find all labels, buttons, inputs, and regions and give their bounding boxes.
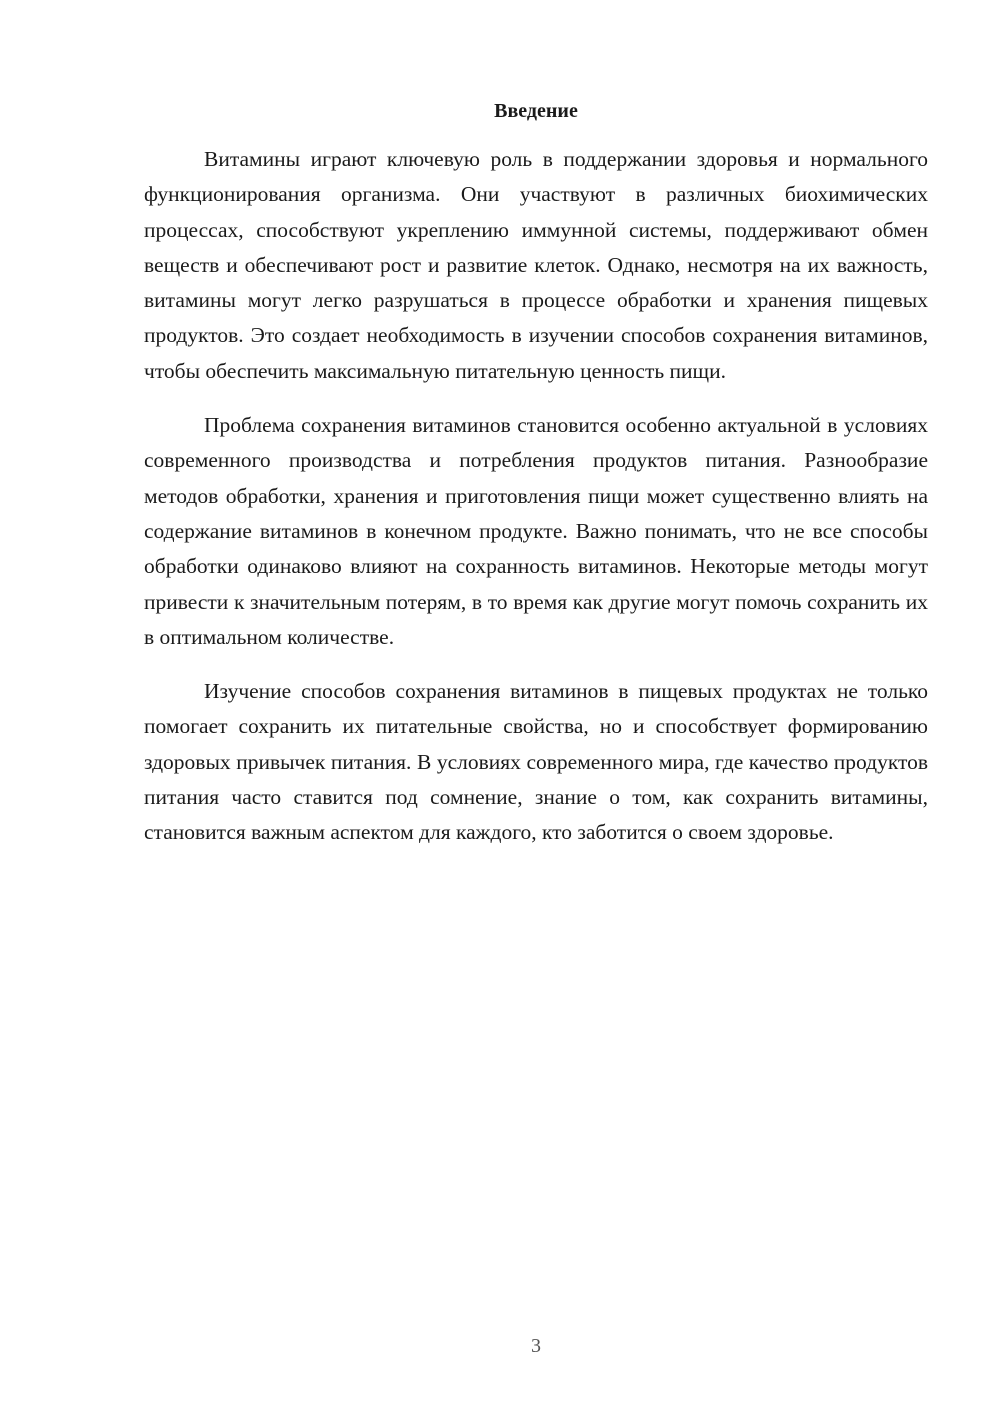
paragraph-2: Проблема сохранения витаминов становится особенно актуальной в условиях современного производства и потребления продуктов питания. Разнообразие методов обработки, хранения и приготовления пищи может существенно влиять на содержание витаминов в конечном продукте. Важно понимать, что не все способы обработки одинаково влияют на сохранность витаминов. Некоторые методы могут привести к значительным потерям, в то время как другие могут помочь сохранить их в оптимальном количестве. (144, 413, 928, 649)
page-number: 3 (531, 1335, 541, 1357)
paragraph-3: Изучение способов сохранения витаминов в пищевых продуктах не только помогает сохранить их питательные свойства, но и способствует формированию здоровых привычек питания. В условиях современного мира, где качество продуктов питания часто ставится под сомнение, знание о том, как сохранить витамины, становится важным аспектом для каждого, кто заботится о своем здоровье. (144, 679, 928, 845)
body-text (144, 142, 928, 870)
paragraph-1: Витамины играют ключевую роль в поддержании здоровья и нормального функционирования организма. Они участвуют в различных биохимических процессах, способствуют укреплению иммунной системы, поддерживают обмен веществ и обеспечивают рост и развитие клеток. Однако, несмотря на их важность, витамины могут легко разрушаться в процессе обработки и хранения пищевых продуктов. Это создает необходимость в изучении способов сохранения витаминов, чтобы обеспечить максимальную питательную ценность пищи. (144, 147, 928, 383)
section-heading: Введение (494, 100, 578, 122)
